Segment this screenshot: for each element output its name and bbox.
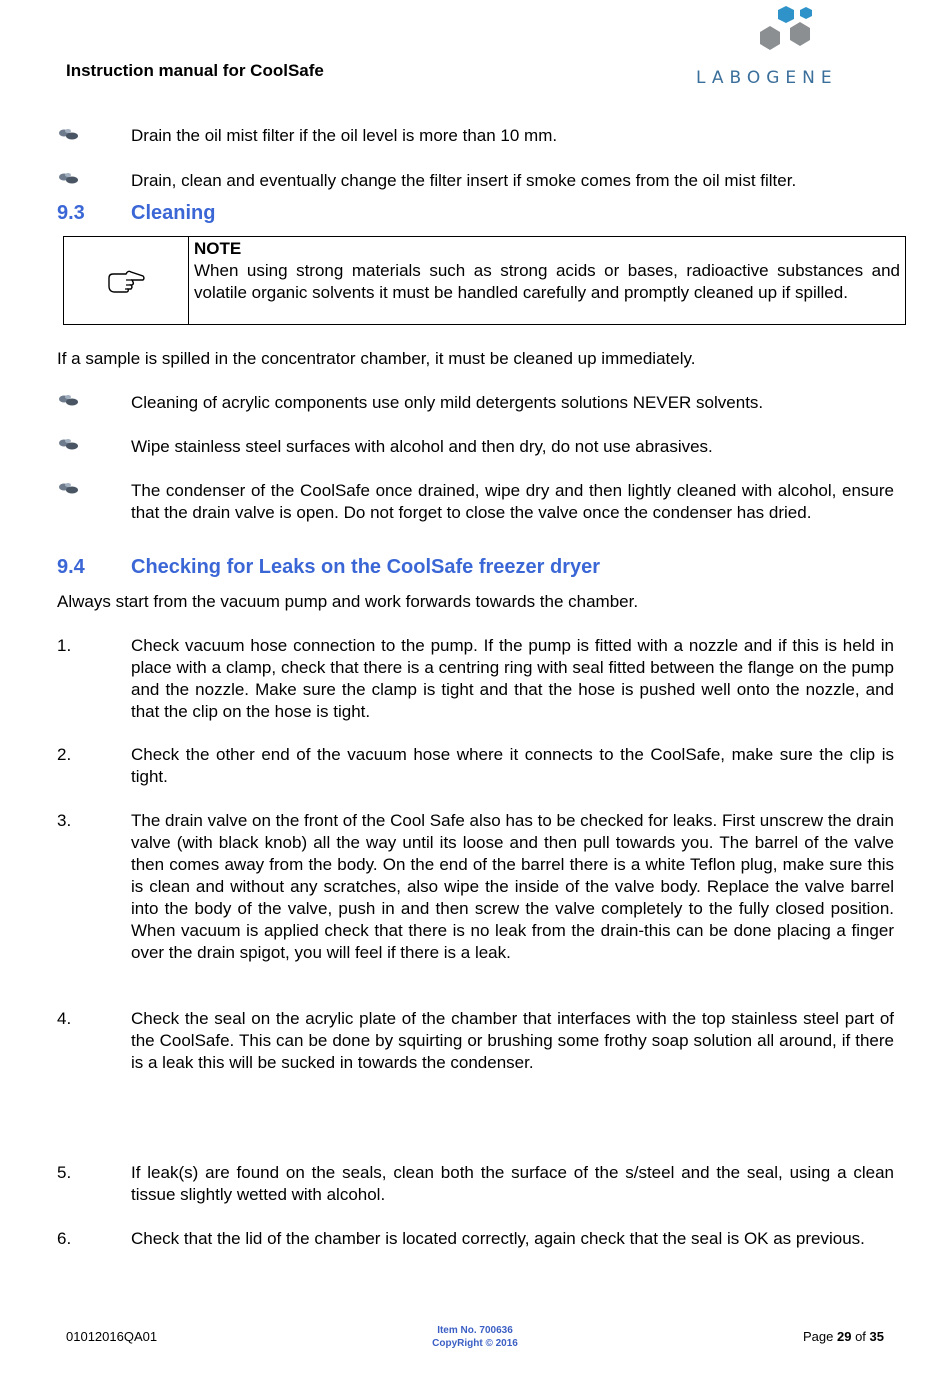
step-text: Check the other end of the vacuum hose where it connects to the CoolSafe, make sure the clip is tight. (131, 745, 894, 786)
step-number: 6. (57, 1229, 72, 1248)
bullet-icon (57, 171, 79, 185)
page-label: Page (802, 1329, 834, 1344)
bullet-text: Wipe stainless steel surfaces with alcohol and then dry, do not use abrasives. (131, 437, 713, 456)
bullet-icon (57, 393, 79, 407)
section-number: 9.4 (57, 556, 85, 578)
leak-intro: Always start from the vacuum pump and work forwards towards the chamber. (57, 592, 639, 611)
page-number (803, 1329, 884, 1344)
header-title: Instruction manual for CoolSafe (66, 61, 324, 80)
note-title: NOTE (194, 239, 242, 258)
section-title: Checking for Leaks on the CoolSafe freezer dryer (131, 556, 601, 578)
bullet-text: Drain the oil mist filter if the oil level is more than 10 mm. (131, 126, 558, 145)
step-text: The drain valve on the front of the Cool Safe also has to be checked for leaks. First unscrew the drain valve (with black knob) all the way until its loose and then pull towards you. The barrel of the valve then comes away from the body. On the end of the barrel there is a white Teflon plug, make sure this is clean and without any scratches, also wipe the inside of the valve body. Replace the valve barrel into the body of the valve, push in and then screw the valve completely to the fully closed position. When vacuum is applied check that there is no leak from the drain-this can be done placing a finger over the drain spigot, you will feel if there is a leak. (131, 811, 894, 962)
bullet-text: Cleaning of acrylic components use only mild detergents solutions NEVER solvents. (131, 393, 764, 412)
logo-hexagons-icon (696, 6, 886, 66)
step-number: 1. (57, 636, 72, 655)
note-box (63, 236, 906, 325)
bullet-icon (57, 481, 79, 495)
document-code: 01012016QA01 (66, 1329, 158, 1344)
section-title: Cleaning (131, 202, 216, 224)
logo-text: LABOGENE (696, 68, 838, 88)
step-text: Check vacuum hose connection to the pump. If the pump is fitted with a nozzle and if this is held in place with a clamp, check that there is a centring ring with seal fitted between the flange on the pump and the nozzle. Make sure the clamp is tight and that the hose is pushed well onto the nozzle, and that the clip on the hose is tight. (131, 636, 894, 721)
step-text: Check that the lid of the chamber is located correctly, again check that the seal is OK as previous. (131, 1229, 865, 1248)
item-number: Item No. 700636 (437, 1325, 513, 1336)
copyright: CopyRight © 2016 (432, 1338, 518, 1349)
section-number: 9.3 (57, 202, 85, 224)
step-number: 3. (57, 811, 72, 830)
step-number: 5. (57, 1163, 72, 1182)
bullet-text: Drain, clean and eventually change the filter insert if smoke comes from the oil mist filter. (131, 171, 797, 190)
bullet-text: The condenser of the CoolSafe once drained, wipe dry and then lightly cleaned with alcohol, ensure that the drain valve is open. Do not forget to close the valve once the condenser has dried. (131, 481, 894, 522)
note-text: When using strong materials such as strong acids or bases, radioactive substances and volatile organic solvents it must be handled carefully and promptly cleaned up if spilled. (194, 261, 900, 302)
labogene-logo (696, 6, 886, 86)
page-total: 35 (869, 1329, 884, 1344)
bullet-icon (57, 437, 79, 451)
step-text: If leak(s) are found on the seals, clean both the surface of the s/steel and the seal, using a clean tissue slightly wetted with alcohol. (131, 1163, 894, 1204)
bullet-icon (57, 127, 79, 141)
page-of: of (855, 1329, 866, 1344)
page-current: 29 (836, 1329, 852, 1344)
step-number: 2. (57, 745, 72, 764)
spill-text: If a sample is spilled in the concentrator chamber, it must be cleaned up immediately. (57, 349, 696, 368)
step-text: Check the seal on the acrylic plate of the chamber that interfaces with the top stainless steel part of the CoolSafe. This can be done by squirting or brushing some frothy soap solution all around, if there is a leak this will be sucked in towards the condenser. (131, 1009, 894, 1072)
footer-item-info (400, 1324, 550, 1350)
pointing-hand-icon (106, 268, 146, 294)
step-number: 4. (57, 1009, 72, 1028)
